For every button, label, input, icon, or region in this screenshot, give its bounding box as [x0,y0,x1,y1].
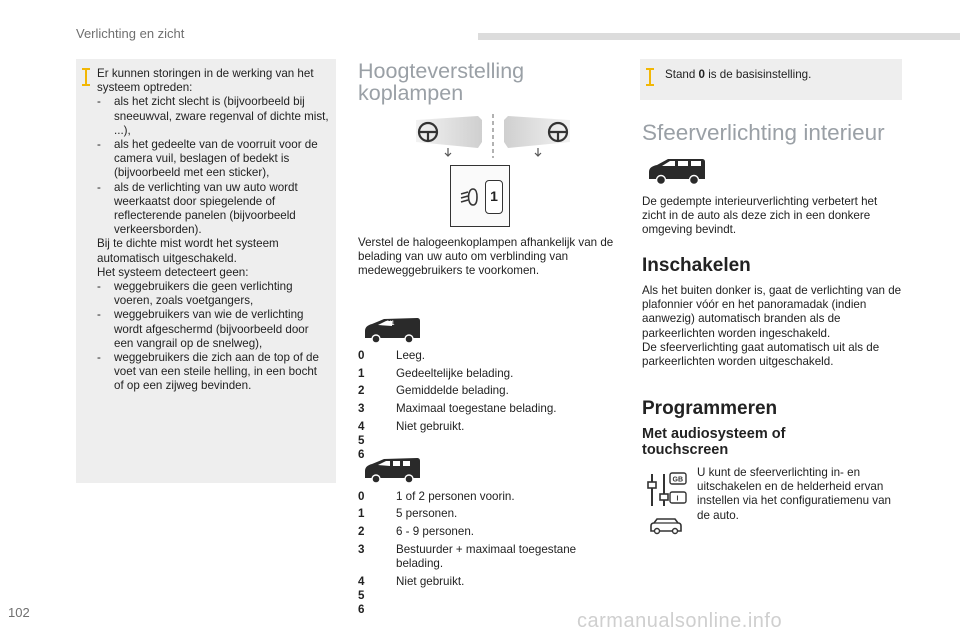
mpv-icon [646,155,708,187]
watermark: carmanualsonline.info [577,610,783,632]
sfeer-intro: De gedempte interieurverlichting verbetert het zicht in de auto als deze zich in een donkere omgeving bevindt. [642,195,878,237]
note-detect-text: Het systeem detecteert geen: [97,265,249,279]
dial-wheel[interactable] [485,180,503,214]
audio-text: U kunt de sfeerverlichting in- en uitschakelen en de helderheid ervan instellen via het configuratiemenu van de auto. [697,466,891,522]
note-mist-text: Bij te dichte mist wordt het systeem automatisch uitgeschakeld. [97,237,279,265]
hoogte-intro: Verstel de halogeenkoplampen afhankelijk van de belading van uw auto om verblinding van medeweggebruikers te voorkomen. [358,236,614,278]
inschakelen-text: Als het buiten donker is, gaat de verlichting van de plafonnier vóór en het panoramadak (indien aanwezig) automatisch branden als de parkeerlichten worden ingeschakeld. De sfeerverlichting gaat automatisch uit als de parkeerlichten worden uitgeschakeld. [642,284,902,369]
badge-gb: GB [672,476,683,484]
dial-number: 1 [490,188,498,204]
hoogte-title: Hoogteverstelling koplampen [358,59,525,105]
note-box-left [76,59,336,483]
badge-i: I [676,495,679,503]
headlamp-level-icon [459,186,481,208]
note-bullet: - weggebruikers van wie de verlichting wordt afgeschermd (bijvoorbeeld door een vangrail op de snelweg), [97,308,309,350]
note-bullet: - als het gedeelte van de voorruit voor de camera vuil, beslagen of bedekt is (bijvoorbeeld met een sticker), [97,138,318,180]
section-title: Verlichting en zicht [76,26,185,41]
headlamp-beams-illustration [408,112,578,160]
programmeren-title: Programmeren [642,398,778,419]
sfeer-title: Sfeerverlichting interieur [642,120,885,145]
note-bullet: - weggebruikers die geen verlichting voeren, zoals voetgangers, [97,280,293,308]
van-tag: 2/1 [386,321,395,327]
van-passengers-icon [362,455,422,485]
note-left-text [97,67,329,394]
note-intro: Er kunnen storingen in de werking van het systeem optreden: [97,67,314,95]
note-bullet: - als de verlichting van uw auto wordt weerkaatst door spiegelende of reflecterende panelen (bijvoorbeeld verkeersborden). [97,180,298,237]
note-marker [85,68,87,86]
van-icon [362,315,422,345]
note-right-text: Stand 0 is de basisinstelling. [665,68,812,81]
note-bullet: - als het zicht slecht is (bijvoorbeeld bij sneeuwval, zware regenval of dichte mist, ...), [97,95,329,137]
header-bar [478,33,960,40]
car-outline-icon [648,516,684,536]
inschakelen-title: Inschakelen [642,255,751,276]
note-box-right [640,59,902,100]
settings-sliders-icon [644,470,690,510]
audio-title: Met audiosysteem of touchscreen [642,426,786,458]
page-number: 102 [8,605,30,620]
note-marker [649,68,651,86]
note-bullet: - weggebruikers die zich aan de top of de voet van een steile helling, in een bocht of op een zijweg bevinden. [97,351,319,393]
headlamp-dial-panel [450,165,510,227]
